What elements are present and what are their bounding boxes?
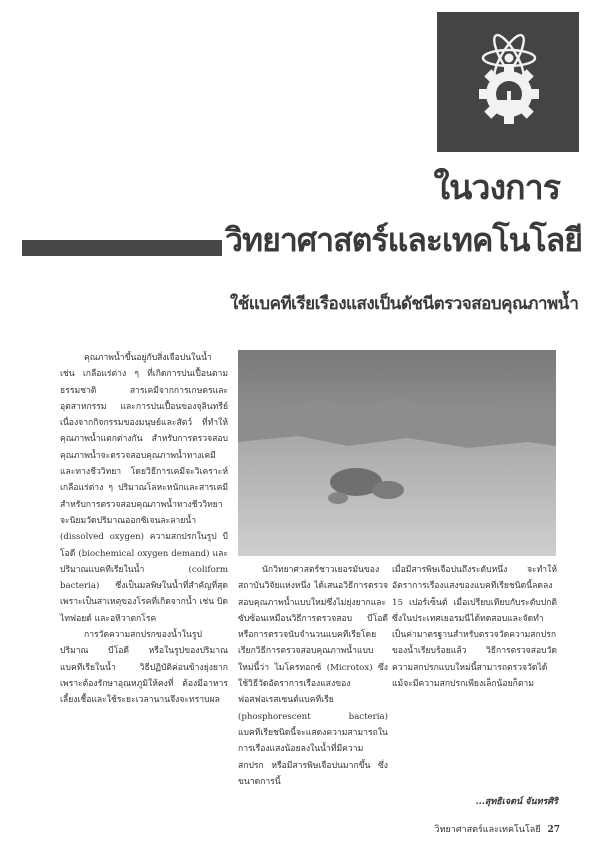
title-accent-bar [22,240,222,256]
paragraph: เมื่อมีสารพิษเจือปนถึงระดับหนึ่ง จะทำให้อัตราการเรืองแสงของแบคทีเรียชนิดนี้ลดลง 15 เปอร์เซ็นต์ เมื่อเปรียบเทียบกับระดับปกติ ซึ่งในประเทศเยอรมนีได้ทดสอบและจัดทำเป็นค่ามาตรฐานสำหรับตรวจวัดความสกปรกของน้ำเรียบร้อยแล้ว วิธีการตรวจสอบวัดความสกปรกแบบใหม่นี้สามารถตรวจวัดได้แม้จะมีความสกปรกเพียงเล็กน้อยก็ตาม [392,565,557,690]
section-title-line1: ในวงการ [433,168,560,208]
article-headline: ใช้แบคทีเรียเรืองแสงเป็นดัชนีตรวจสอบคุณภาพน้ำ [230,294,579,314]
landscape-photo [238,350,556,556]
article-column-2 [238,562,388,790]
page-footer [415,822,560,836]
author-byline: ...สุทธิเจตน์ จันทรศิริ [475,797,558,807]
section-title-line2: วิทยาศาสตร์และเทคโนโลยี [225,221,583,259]
page-number: 27 [547,825,560,835]
article-column-3 [392,562,557,692]
paragraph: นักวิทยาศาสตร์ชาวเยอรมันของสถาบันวิจัยแห่งหนึ่ง ได้เสนอวิธีการตรวจสอบคุณภาพน้ำแบบใหม่ซึ่งไม่ยุ่งยากและซับซ้อนเหมือนวิธีการตรวจสอบ บีโอดี หรือการตรวจนับจำนวนแบคทีเรียโดยเรียกวิธีการตรวจสอบคุณภาพน้ำแบบใหม่นี้ว่า ไมโครทอกซ์ (Microtox) ซึ่งใช้วิธีวัดอัตราการเรืองแสงของฟอสฟอเรสเซนต์แบคทีเรีย (phosphorescent bacteria) แบคทีเรียชนิดนี้จะแสดงความสามารถในการเรืองแสงน้อยลงในน้ำที่มีความสกปรก หรือมีสารพิษเจือปนมากขึ้น ซึ่งขนาดการนี้ [238,565,388,787]
atom-gear-logo-icon [437,12,579,152]
paragraph: การวัดความสกปรกของน้ำในรูปปริมาณ บีโอดี หรือในรูปของปริมาณแบคทีเรียในน้ำ วิธีปฏิบัติค่อนข้างยุ่งยาก เพราะต้องรักษาอุณหภูมิให้คงที่ ต้องมีอาหารเลี้ยงเชื้อและใช้ระยะเวลานานจึงจะทราบผล [60,630,228,706]
article-column-1 [60,350,228,709]
footer-section-name: วิทยาศาสตร์และเทคโนโลยี [434,825,541,835]
paragraph: คุณภาพน้ำขึ้นอยู่กับสิ่งเจือปนในน้ำ เช่น เกลือแร่ต่าง ๆ ที่เกิดการปนเปื้อนตามธรรมชาติ สารเคมีจากการเกษตรและอุตสาหกรรม และการปนเปื้อนของจุลินทรีย์เนื่องจากกิจกรรมของมนุษย์และสัตว์ ที่ทำให้คุณภาพน้ำแตกต่างกัน สำหรับการตรวจสอบคุณภาพน้ำจะตรวจสอบคุณภาพน้ำทางเคมี และทางชีววิทยา โดยวิธีการเคมีจะวิเคราะห์เกลือแร่ต่าง ๆ ปริมาณโลหะหนักและสารเคมี สำหรับการตรวจสอบคุณภาพน้ำทางชีววิทยาจะนิยมวัดปริมาณออกซิเจนละลายน้ำ (dissolved oxygen) ความสกปรกในรูป บีโอดี (biochemical oxygen demand) และปริมาณแบคทีเรียในน้ำ (coliform bacteria) ซึ่งเป็นมลพิษในน้ำที่สำคัญที่สุดเพราะเป็นสาเหตุของโรคที่เกิดจากน้ำ เช่น บิด ไทฟอยด์ และอหิวาตกโรค [60,353,228,624]
